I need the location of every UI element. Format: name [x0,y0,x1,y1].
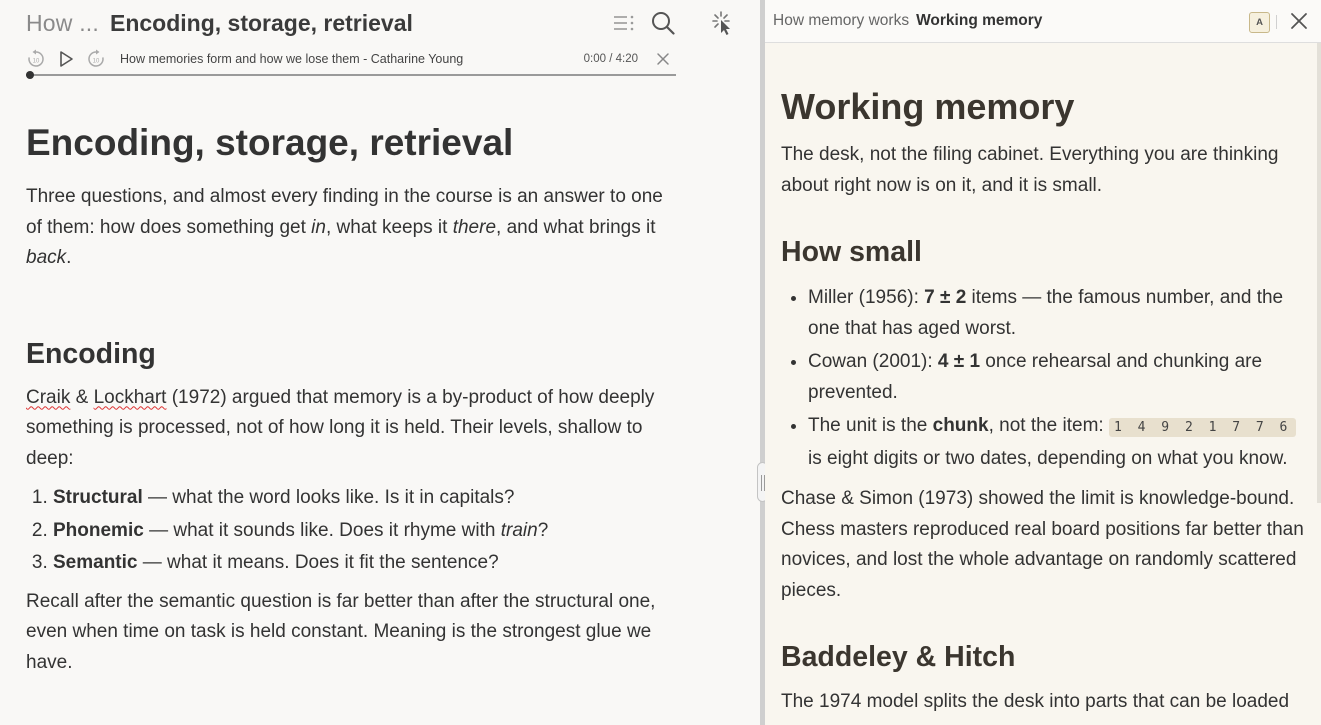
audio-progress-track[interactable] [26,74,676,76]
audio-progress-handle[interactable] [26,71,34,79]
document-content [26,120,676,678]
list-item: 2. Phonemic — what it sounds like. Does it rhyme with train? [53,515,676,548]
baddeley-paragraph: The 1974 model splits the desk into parts that can be loaded [781,691,1290,712]
document-title: Encoding, storage, retrieval [26,122,514,163]
side-breadcrumb-current: Working memory [916,12,1043,29]
digit-sequence: 1 4 9 2 1 7 7 6 [1109,418,1296,437]
recall-paragraph: Recall after the semantic question is far better than after the structural one, even when time on task is held constant. Meaning is the strongest glue we have. [26,590,656,673]
play-icon[interactable] [57,50,75,68]
audio-time: 0:00 / 4:20 [583,53,638,65]
header-tools [613,6,756,40]
intro-paragraph: Three questions, and almost every finding in the course is an answer to one of them: how does something get in, what keeps it there, and what brings it back. [26,186,663,268]
close-icon[interactable] [656,52,670,66]
encoding-paragraph: Craik & Lockhart (1972) argued that memory is a by-product of how deeply something is processed, not of how long it is held. Their levels, shallow to deep: [26,386,655,469]
how-small-heading: How small [781,236,922,268]
svg-text:10: 10 [92,58,100,65]
list-item: • The unit is the chunk, not the item: 1 4 9 2 1 7 7 6 is eight digits or two dates, depending on what you know. [808,410,1309,474]
header-separator [1276,15,1277,29]
levels-list [53,482,676,580]
side-breadcrumb-parent[interactable]: How memory works [773,12,910,29]
list-item: • Cowan (2001): 4 ± 1 once rehearsal and chunking are prevented. [808,346,1309,408]
rewind-10-icon[interactable] [26,49,46,69]
side-scrollbar[interactable] [1317,43,1321,503]
list-item: 3. Semantic — what it means. Does it fit the sentence? [53,547,676,580]
list-item: • Miller (1956): 7 ± 2 items — the famous number, and the one that has aged worst. [808,282,1309,344]
baddeley-heading: Baddeley & Hitch [781,641,1016,673]
list-toc-icon[interactable] [613,14,635,32]
encoding-heading: Encoding [26,337,156,370]
side-panel-header [765,0,1321,43]
pointer-click-icon[interactable] [710,10,736,36]
forward-10-icon[interactable] [86,49,106,69]
list-item: 1. Structural — what the word looks like. Is it in capitals? [53,482,676,515]
side-panel [765,0,1321,725]
side-intro: The desk, not the filing cabinet. Everything you are thinking about right now is on it, and it is small. [781,144,1279,196]
capacity-list [808,282,1309,474]
chase-paragraph: Chase & Simon (1973) showed the limit is knowledge-bound. Chess masters reproduced real board positions far better than novices, and lost the whole advantage on randomly scattered pieces. [781,488,1304,601]
side-title: Working memory [781,86,1075,127]
page-title-breadcrumb: Encoding, storage, retrieval [109,9,413,36]
close-icon[interactable] [1289,11,1309,31]
svg-text:10: 10 [32,58,40,65]
search-icon[interactable] [651,11,675,35]
audio-title: How memories form and how we lose them - Catharine Young [120,52,464,66]
side-document [781,85,1309,718]
font-size-button[interactable]: A [1249,12,1270,33]
left-header [26,6,756,40]
breadcrumb-parent[interactable]: How ... [26,9,99,36]
audio-player [26,44,676,74]
